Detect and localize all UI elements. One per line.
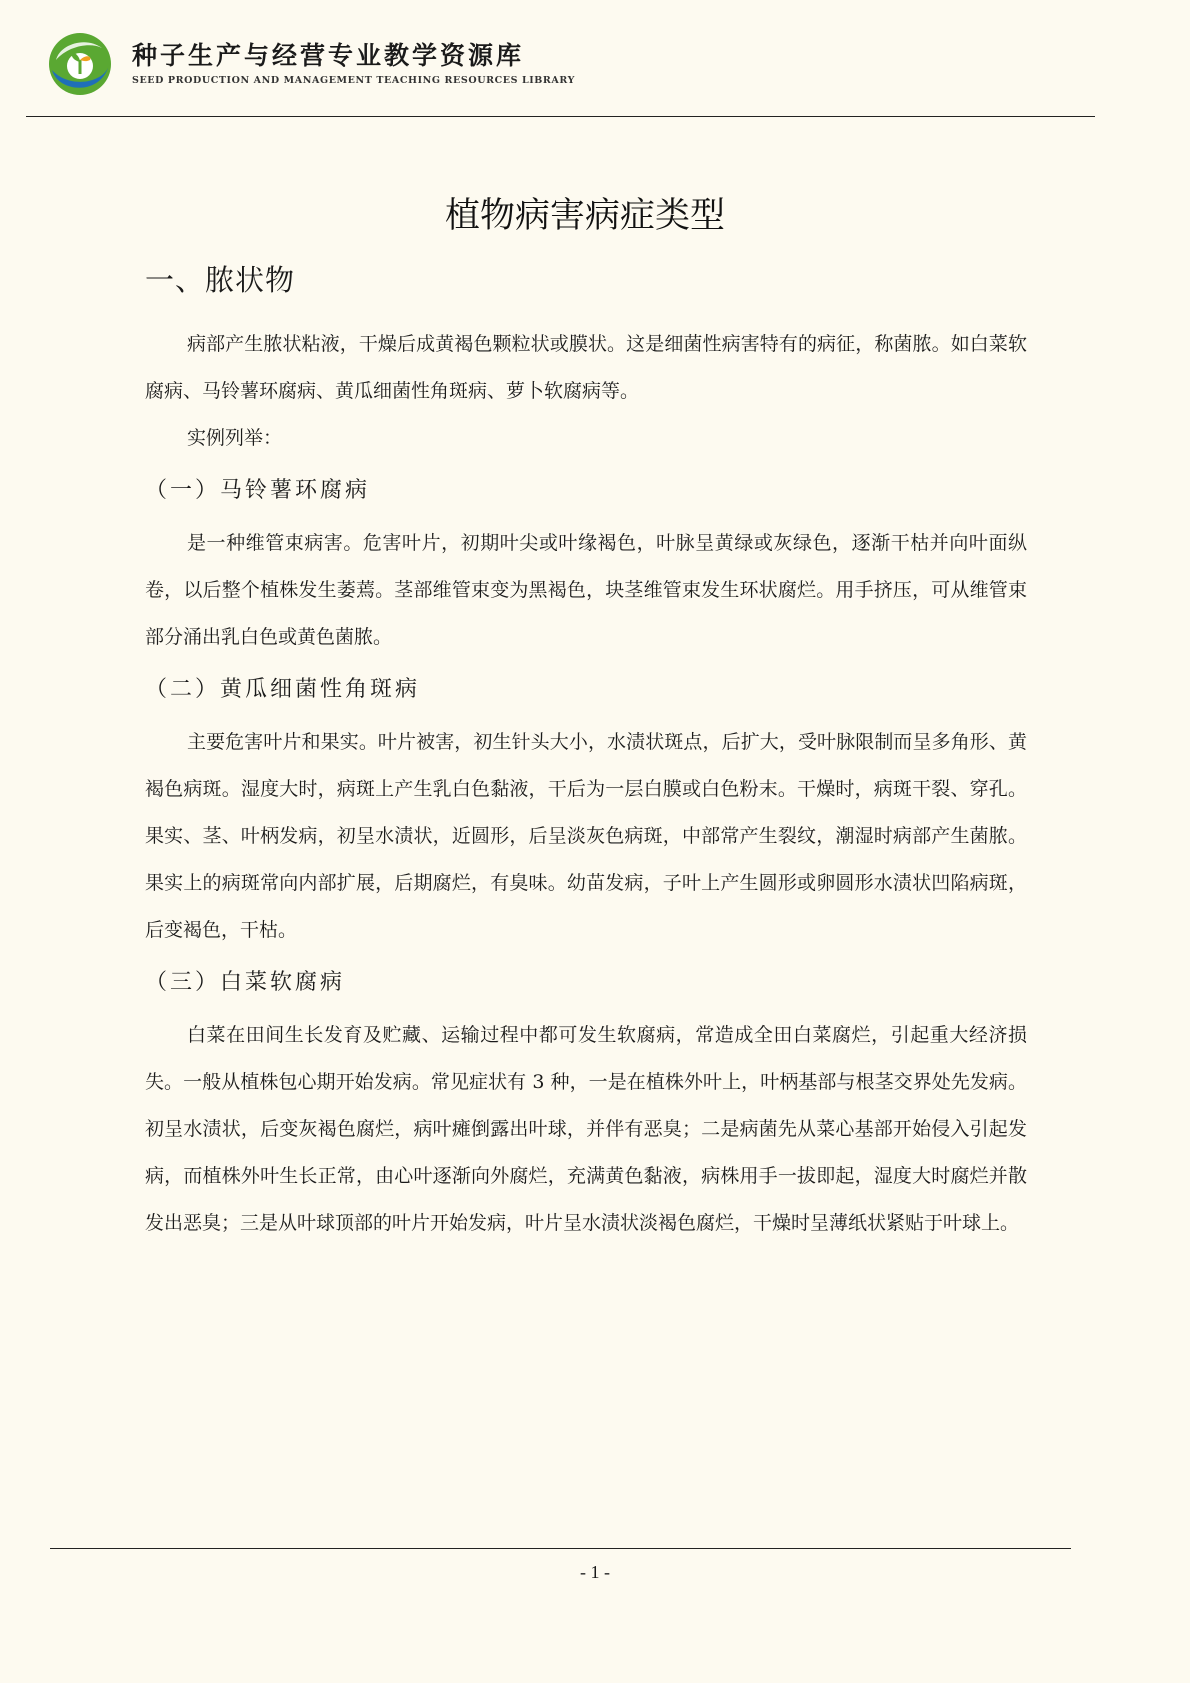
brand-title-cn: 种子生产与经营专业教学资源库 [132, 40, 525, 70]
brand-title-en: SEED PRODUCTION AND MANAGEMENT TEACHING RESOURCES LIBRARY [132, 75, 575, 87]
page-number: - 1 - [580, 1562, 610, 1582]
document-body [145, 258, 1027, 1247]
subsection-heading-cabbage: （三）白菜软腐病 [145, 970, 346, 995]
footer-divider [50, 1548, 1071, 1549]
subsection-heading-cucumber: （二）黄瓜细菌性角斑病 [145, 677, 421, 702]
seedling-logo-icon [46, 30, 114, 98]
subsection-heading-potato: （一）马铃薯环腐病 [145, 478, 371, 503]
header-divider [26, 116, 1095, 117]
subsection-text-cabbage: 白菜在田间生长发育及贮藏、运输过程中都可发生软腐病，常造成全田白菜腐烂，引起重大经济损失。一般从植株包心期开始发病。常见症状有 3 种，一是在植株外叶上，叶柄基部与根茎交界处先发病。初呈水渍状，后变灰褐色腐烂，病叶瘫倒露出叶球，并伴有恶臭；二是病菌先从菜心基部开始侵入引起发病，而植株外叶生长正常，由心叶逐渐向外腐烂，充满黄色黏液，病株用手一拔即起，湿度大时腐烂并散发出恶臭；三是从叶球顶部的叶片开始发病，叶片呈水渍状淡褐色腐烂，干燥时呈薄纸状紧贴于叶球上。 [145, 1024, 1027, 1234]
examples-label: 实例列举： [187, 427, 283, 449]
page-header [46, 30, 575, 98]
document-title: 植物病害病症类型 [444, 196, 725, 236]
section-heading: 一、脓状物 [145, 263, 296, 297]
subsection-text-potato: 是一种维管束病害。危害叶片，初期叶尖或叶缘褐色，叶脉呈黄绿或灰绿色，逐渐干枯并向叶面纵卷，以后整个植株发生萎蔫。茎部维管束变为黑褐色，块茎维管束发生环状腐烂。用手挤压，可从维管束部分涌出乳白色或黄色菌脓。 [145, 532, 1027, 648]
section-intro: 病部产生脓状粘液，干燥后成黄褐色颗粒状或膜状。这是细菌性病害特有的病征，称菌脓。如白菜软腐病、马铃薯环腐病、黄瓜细菌性角斑病、萝卜软腐病等。 [145, 333, 1027, 402]
subsection-text-cucumber: 主要危害叶片和果实。叶片被害，初生针头大小，水渍状斑点，后扩大，受叶脉限制而呈多角形、黄褐色病斑。湿度大时，病斑上产生乳白色黏液，干后为一层白膜或白色粉末。干燥时，病斑干裂、穿孔。果实、茎、叶柄发病，初呈水渍状，近圆形，后呈淡灰色病斑，中部常产生裂纹，潮湿时病部产生菌脓。果实上的病斑常向内部扩展，后期腐烂，有臭味。幼苗发病，子叶上产生圆形或卵圆形水渍状凹陷病斑，后变褐色，干枯。 [145, 731, 1027, 941]
